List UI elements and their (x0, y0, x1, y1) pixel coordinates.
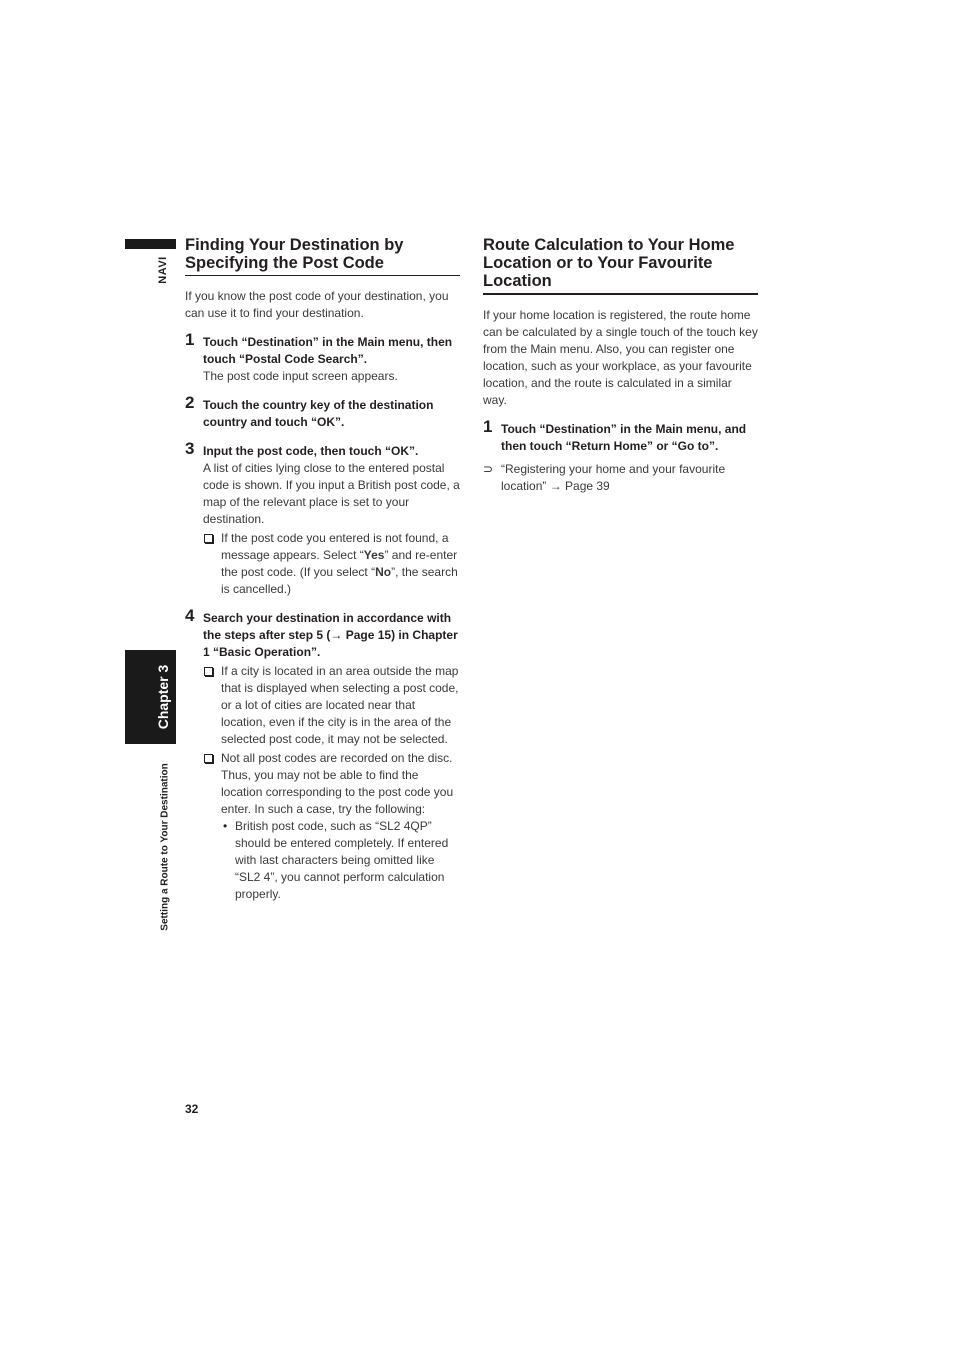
left-intro: If you know the post code of your destination, you can use it to find your destination. (185, 289, 449, 320)
chapter-label: Chapter 3 (155, 664, 171, 730)
step-number: 4 (185, 606, 195, 625)
note-text: If the post code you entered is not found, a message appears. Select “Yes” and re-enter the post code. (If you select “No”, the search is cancelled.) (221, 531, 458, 596)
step-4 (185, 606, 460, 903)
reference-arrow-icon: ⊃ (483, 462, 494, 476)
page-number: 32 (185, 1102, 199, 1116)
step-number: 2 (185, 393, 195, 412)
step-1 (483, 417, 758, 455)
note (203, 530, 460, 598)
cross-reference (483, 461, 758, 495)
left-section-heading: Finding Your Destination by Specifying the Post Code (185, 236, 460, 276)
step-title: Input the post code, then touch “OK”. (203, 444, 419, 458)
note-checkbox-icon (204, 667, 213, 676)
step-3 (185, 439, 460, 598)
right-intro: If your home location is registered, the route home can be calculated by a single touch of the touch key from the Main menu. Also, you can register one location, such as your workplace, as your favourite location, and the route is calculated in a similar way. (483, 308, 758, 407)
reference-text: “Registering your home and your favourite location” → Page 39 (501, 462, 726, 493)
note (203, 750, 460, 903)
step-body: The post code input screen appears. (203, 369, 398, 383)
note-checkbox-icon (204, 754, 213, 763)
bullet-text: British post code, such as “SL2 4QP” should be entered completely. If entered with last characters being omitted like “SL2 4”, you cannot perform calculation properly. (235, 819, 449, 901)
no-option-text: No (375, 565, 392, 579)
side-section-title: Setting a Route to Your Destination (159, 763, 171, 931)
step-title: Touch “Destination” in the Main menu, then touch “Postal Code Search”. (203, 335, 453, 366)
right-section-heading: Route Calculation to Your Home Location or to Your Favourite Location (483, 236, 758, 295)
step-body: A list of cities lying close to the entered postal code is shown. If you input a British post code, a map of the relevant place is set to your destination. (203, 461, 460, 526)
step-number: 1 (483, 417, 493, 436)
note-checkbox-icon (204, 534, 213, 543)
yes-option-text: Yes (363, 548, 385, 562)
step-title: Touch “Destination” in the Main menu, and then touch “Return Home” or “Go to”. (501, 422, 747, 453)
bullet-dot-icon: • (223, 819, 228, 833)
step-number: 1 (185, 330, 195, 349)
bullet-item (221, 818, 460, 903)
step-2 (185, 393, 460, 431)
step-title: Touch the country key of the destination country and touch “OK”. (203, 398, 434, 429)
step-title: Search your destination in accordance with the steps after step 5 (→ Page 15) in Chapter 1 “Basic Operation”. (203, 611, 458, 659)
note-text: If a city is located in an area outside the map that is displayed when selecting a post code, or a lot of cities are located near that location, even if the city is in the area of the selected post code, it may not be selected. (221, 664, 459, 746)
navi-tab-bar (125, 239, 176, 249)
step-1 (185, 330, 460, 385)
navi-label: NAVI (157, 256, 169, 284)
note (203, 663, 460, 748)
right-column (483, 236, 758, 495)
step-number: 3 (185, 439, 195, 458)
left-column (185, 236, 460, 903)
note-text: Not all post codes are recorded on the disc. Thus, you may not be able to find the location corresponding to the post code you enter. In such a case, try the following: (221, 751, 454, 816)
